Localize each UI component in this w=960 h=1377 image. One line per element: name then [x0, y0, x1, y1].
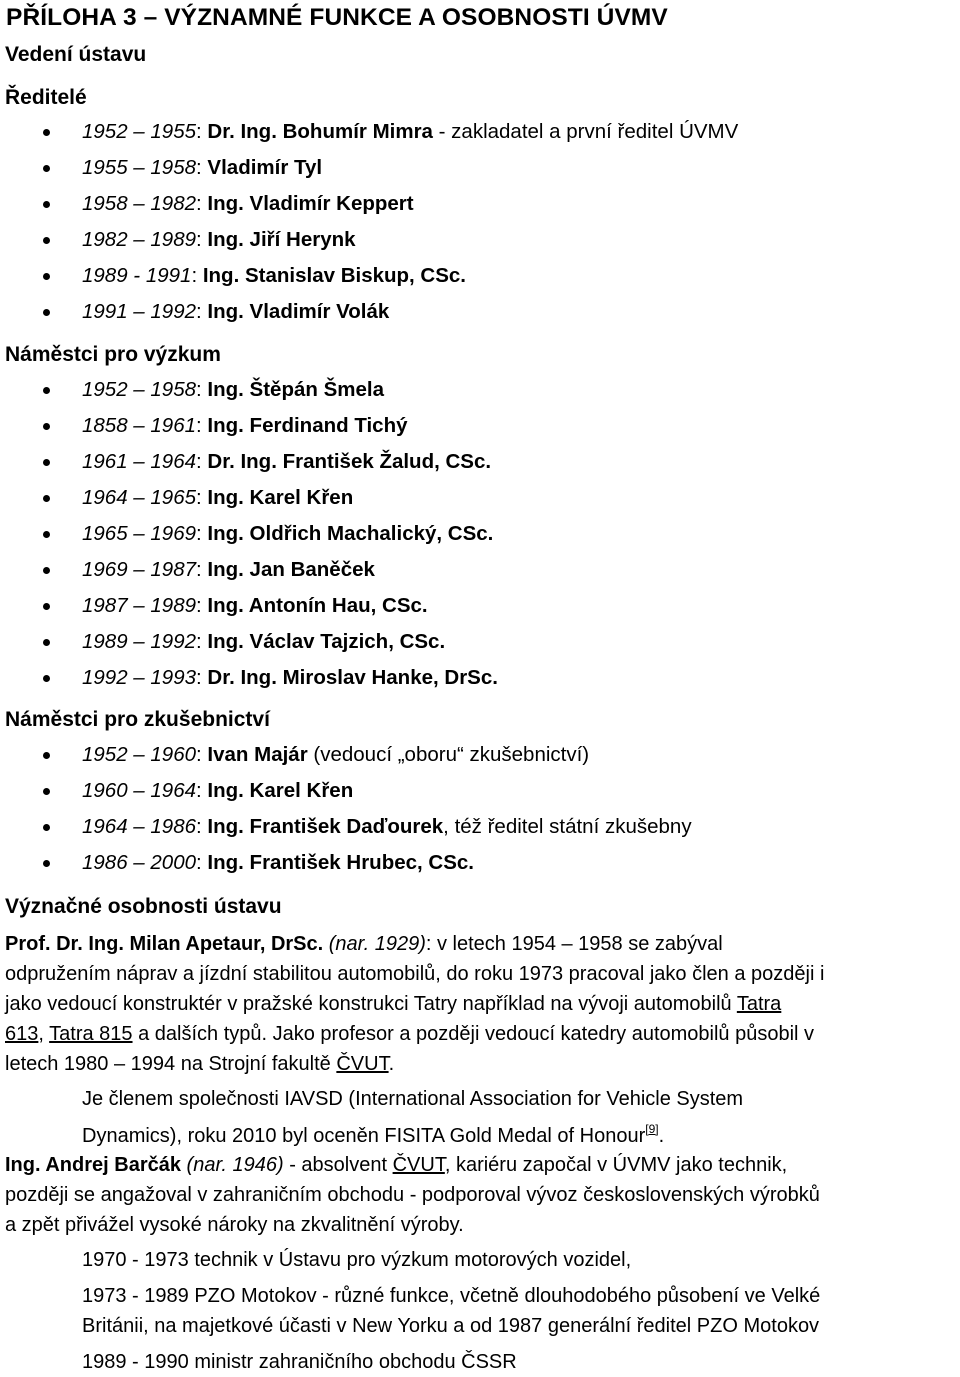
- list-item: 1964 – 1965: Ing. Karel Křen: [82, 486, 354, 509]
- bullet-icon: [43, 788, 50, 795]
- link-tatra-613[interactable]: Tatra: [736, 993, 782, 1015]
- bullet-icon: [43, 639, 50, 646]
- bullet-icon: [43, 531, 50, 538]
- list-item: 1992 – 1993: Dr. Ing. Miroslav Hanke, DrSc.: [82, 666, 498, 689]
- link-tatra-613-number[interactable]: 613: [5, 1023, 39, 1045]
- bullet-icon: [43, 309, 50, 316]
- bullet-icon: [43, 459, 50, 466]
- section-heading-vedeni: Vedení ústavu: [5, 43, 147, 66]
- barcak-paragraph: Ing. Andrej Barčák (nar. 1946) - absolvent ČVUT, kariéru započal v ÚVMV jako technik, později se angažoval v zahraničním obchodu - podporoval vývoz československých výrobků a zpět přivážel vysoké nároky na zkvalitnění výroby.: [5, 1154, 820, 1236]
- list-item: 1952 – 1955: Dr. Ing. Bohumír Mimra - zakladatel a první ředitel ÚVMV: [82, 120, 739, 143]
- list-item: 1960 – 1964: Ing. Karel Křen: [82, 779, 354, 802]
- reference-link[interactable]: [9]: [645, 1122, 659, 1136]
- link-cvut-barcak[interactable]: ČVUT: [392, 1154, 445, 1176]
- list-item: 1965 – 1969: Ing. Oldřich Machalický, CSc.: [82, 522, 494, 545]
- page-title: PŘÍLOHA 3 – VÝZNAMNÉ FUNKCE A OSOBNOSTI ÚVMV: [6, 4, 668, 31]
- list-item: 1964 – 1986: Ing. František Daďourek, též ředitel státní zkušebny: [82, 815, 692, 838]
- list-item: 1858 – 1961: Ing. Ferdinand Tichý: [82, 414, 408, 437]
- bullet-icon: [43, 129, 50, 136]
- section-heading-zkusebnictvi: Náměstci pro zkušebnictví: [5, 708, 270, 731]
- link-cvut[interactable]: ČVUT: [336, 1053, 389, 1075]
- list-item: 1955 – 1958: Vladimír Tyl: [82, 156, 323, 179]
- list-item: 1986 – 2000: Ing. František Hrubec, CSc.: [82, 851, 474, 874]
- apetaur-membership-paragraph: Je členem společnosti IAVSD (International Association for Vehicle System Dynamics), roku 2010 byl oceněn FISITA Gold Medal of Honour[9].: [82, 1088, 744, 1147]
- bullet-icon: [43, 201, 50, 208]
- apetaur-paragraph: Prof. Dr. Ing. Milan Apetaur, DrSc. (nar. 1929): v letech 1954 – 1958 se zabýval odpružením náprav a jízdní stabilitou automobilů, do roku 1973 pracoval jako člen a později i jako vedoucí konstruktér v pražské konstrukci Tatry například na vývoji automobilů Tatra 613, Tatra 815 a dalších typů. Jako profesor a později vedoucí katedry automobilů působil v letech 1980 – 1994 na Strojní fakultě ČVUT.: [5, 933, 825, 1075]
- list-item: 1989 - 1991: Ing. Stanislav Biskup, CSc.: [82, 264, 467, 287]
- list-item: 1952 – 1960: Ivan Majár (vedoucí „oboru“ zkušebnictví): [82, 743, 590, 766]
- list-item: 1982 – 1989: Ing. Jiří Herynk: [82, 228, 356, 251]
- bullet-icon: [43, 567, 50, 574]
- barcak-career-item: 1970 - 1973 technik v Ústavu pro výzkum motorových vozidel,: [82, 1249, 632, 1271]
- list-item: 1958 – 1982: Ing. Vladimír Keppert: [82, 192, 414, 215]
- bullet-icon: [43, 752, 50, 759]
- bullet-icon: [43, 387, 50, 394]
- bullet-icon: [43, 824, 50, 831]
- list-item: 1989 – 1992: Ing. Václav Tajzich, CSc.: [82, 630, 446, 653]
- list-item: 1991 – 1992: Ing. Vladimír Volák: [82, 300, 390, 323]
- bullet-icon: [43, 860, 50, 867]
- bullet-icon: [43, 675, 50, 682]
- barcak-career-item: 1973 - 1989 PZO Motokov - různé funkce, včetně dlouhodobého působení ve Velké Británii, na majetkové účasti v New Yorku a od 1987 generální ředitel PZO Motokov: [82, 1285, 821, 1337]
- bullet-icon: [43, 423, 50, 430]
- section-heading-reditele: Ředitelé: [5, 86, 87, 109]
- list-item: 1969 – 1987: Ing. Jan Baněček: [82, 558, 375, 581]
- list-item: 1961 – 1964: Dr. Ing. František Žalud, CSc.: [82, 450, 492, 473]
- list-item: 1987 – 1989: Ing. Antonín Hau, CSc.: [82, 594, 428, 617]
- list-item: 1952 – 1958: Ing. Štěpán Šmela: [82, 378, 384, 401]
- section-heading-vyzkum: Náměstci pro výzkum: [5, 343, 221, 366]
- barcak-career-item: 1989 - 1990 ministr zahraničního obchodu ČSSR: [82, 1351, 517, 1373]
- bullet-icon: [43, 495, 50, 502]
- link-tatra-815[interactable]: Tatra 815: [49, 1023, 133, 1045]
- section-heading-osobnosti: Význačné osobnosti ústavu: [5, 895, 282, 918]
- bullet-icon: [43, 603, 50, 610]
- bullet-icon: [43, 237, 50, 244]
- bullet-icon: [43, 165, 50, 172]
- bullet-icon: [43, 273, 50, 280]
